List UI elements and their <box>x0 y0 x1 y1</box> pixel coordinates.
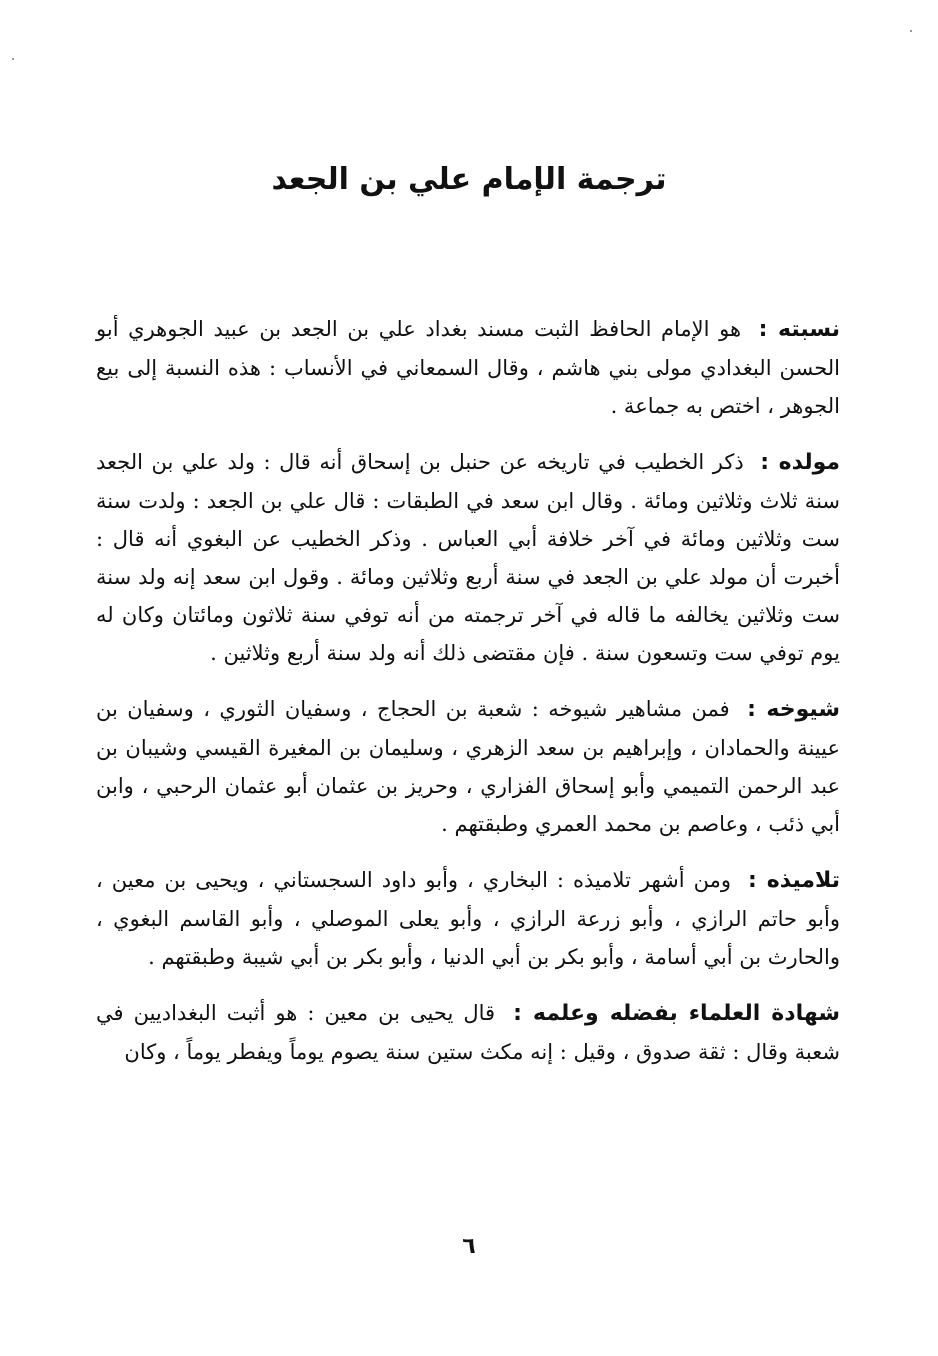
page-title: ترجمة الإمام علي بن الجعد <box>271 162 667 197</box>
paragraph-heading: مولده : <box>760 450 840 475</box>
paragraph-heading: تلاميذه : <box>747 868 841 893</box>
paragraph-teachers <box>96 690 840 843</box>
paragraph-text: ذكر الخطيب في تاريخه عن حنبل بن إسحاق أنه قال : ولد علي بن الجعد سنة ثلاث وثلاثين ومائة . وقال ابن سعد في الطبقات : قال علي بن الجعد : ولدت سنة ست وثلاثين ومائة في آخر خلافة أبي العباس . وذكر الخطيب عن البغوي أنه قال : أخبرت أن مولد علي بن الجعد في سنة أربع وثلاثين ومائة . وقول ابن سعد إنه ولد سنة ست وثلاثين يخالفه ما قاله في آخر ترجمته من أنه توفي سنة ثلاثون ومائتان وكان له يوم توفي ست وتسعون سنة . فإن مقتضى ذلك أنه ولد سنة أربع وثلاثين . <box>96 450 840 665</box>
paragraph-text: هو الإمام الحافظ الثبت مسند بغداد علي بن الجعد بن عبيد الجوهري أبو الحسن البغدادي مولى بني هاشم ، وقال السمعاني في الأنساب : هذه النسبة إلى بيع الجوهر ، اختص به جماعة . <box>96 317 840 418</box>
paragraph-students <box>96 861 840 976</box>
paragraph-lineage <box>96 310 840 425</box>
paragraph-text: فمن مشاهير شيوخه : شعبة بن الحجاج ، وسفيان الثوري ، وسفيان بن عيينة والحمادان ، وإبراهيم بن سعد الزهري ، وسليمان بن المغيرة القيسي وشيبان بن عبد الرحمن التميمي وأبو إسحاق الفزاري ، وحريز بن عثمان أبو عثمان الرحبي ، وابن أبي ذئب ، وعاصم بن محمد العمري وطبقتهم . <box>96 697 840 836</box>
scan-speck <box>12 58 14 60</box>
paragraph-text: ومن أشهر تلاميذه : البخاري ، وأبو داود السجستاني ، ويحيى بن معين ، وأبو حاتم الرازي ، وأبو زرعة الرازي ، وأبو يعلى الموصلي ، وأبو القاسم البغوي ، والحارث بن أبي أسامة ، وأبو بكر بن أبي الدنيا ، وأبو بكر بن أبي شيبة وطبقتهم . <box>96 868 840 969</box>
scan-speck <box>910 30 912 32</box>
paragraph-heading: شيوخه : <box>747 697 840 722</box>
paragraph-scholars-testimony <box>96 994 840 1071</box>
paragraph-birth <box>96 443 840 672</box>
paragraph-heading: شهادة العلماء بفضله وعلمه : <box>513 1001 840 1026</box>
page-number: ٦ <box>462 1234 476 1259</box>
body-text <box>96 310 840 1089</box>
paragraph-heading: نسبته : <box>758 317 840 342</box>
paragraph-text: قال يحيى بن معين : هو أثبت البغداديين في شعبة وقال : ثقة صدوق ، وقيل : إنه مكث ستين سنة يصوم يوماً ويفطر يوماً ، وكان <box>96 1001 840 1064</box>
